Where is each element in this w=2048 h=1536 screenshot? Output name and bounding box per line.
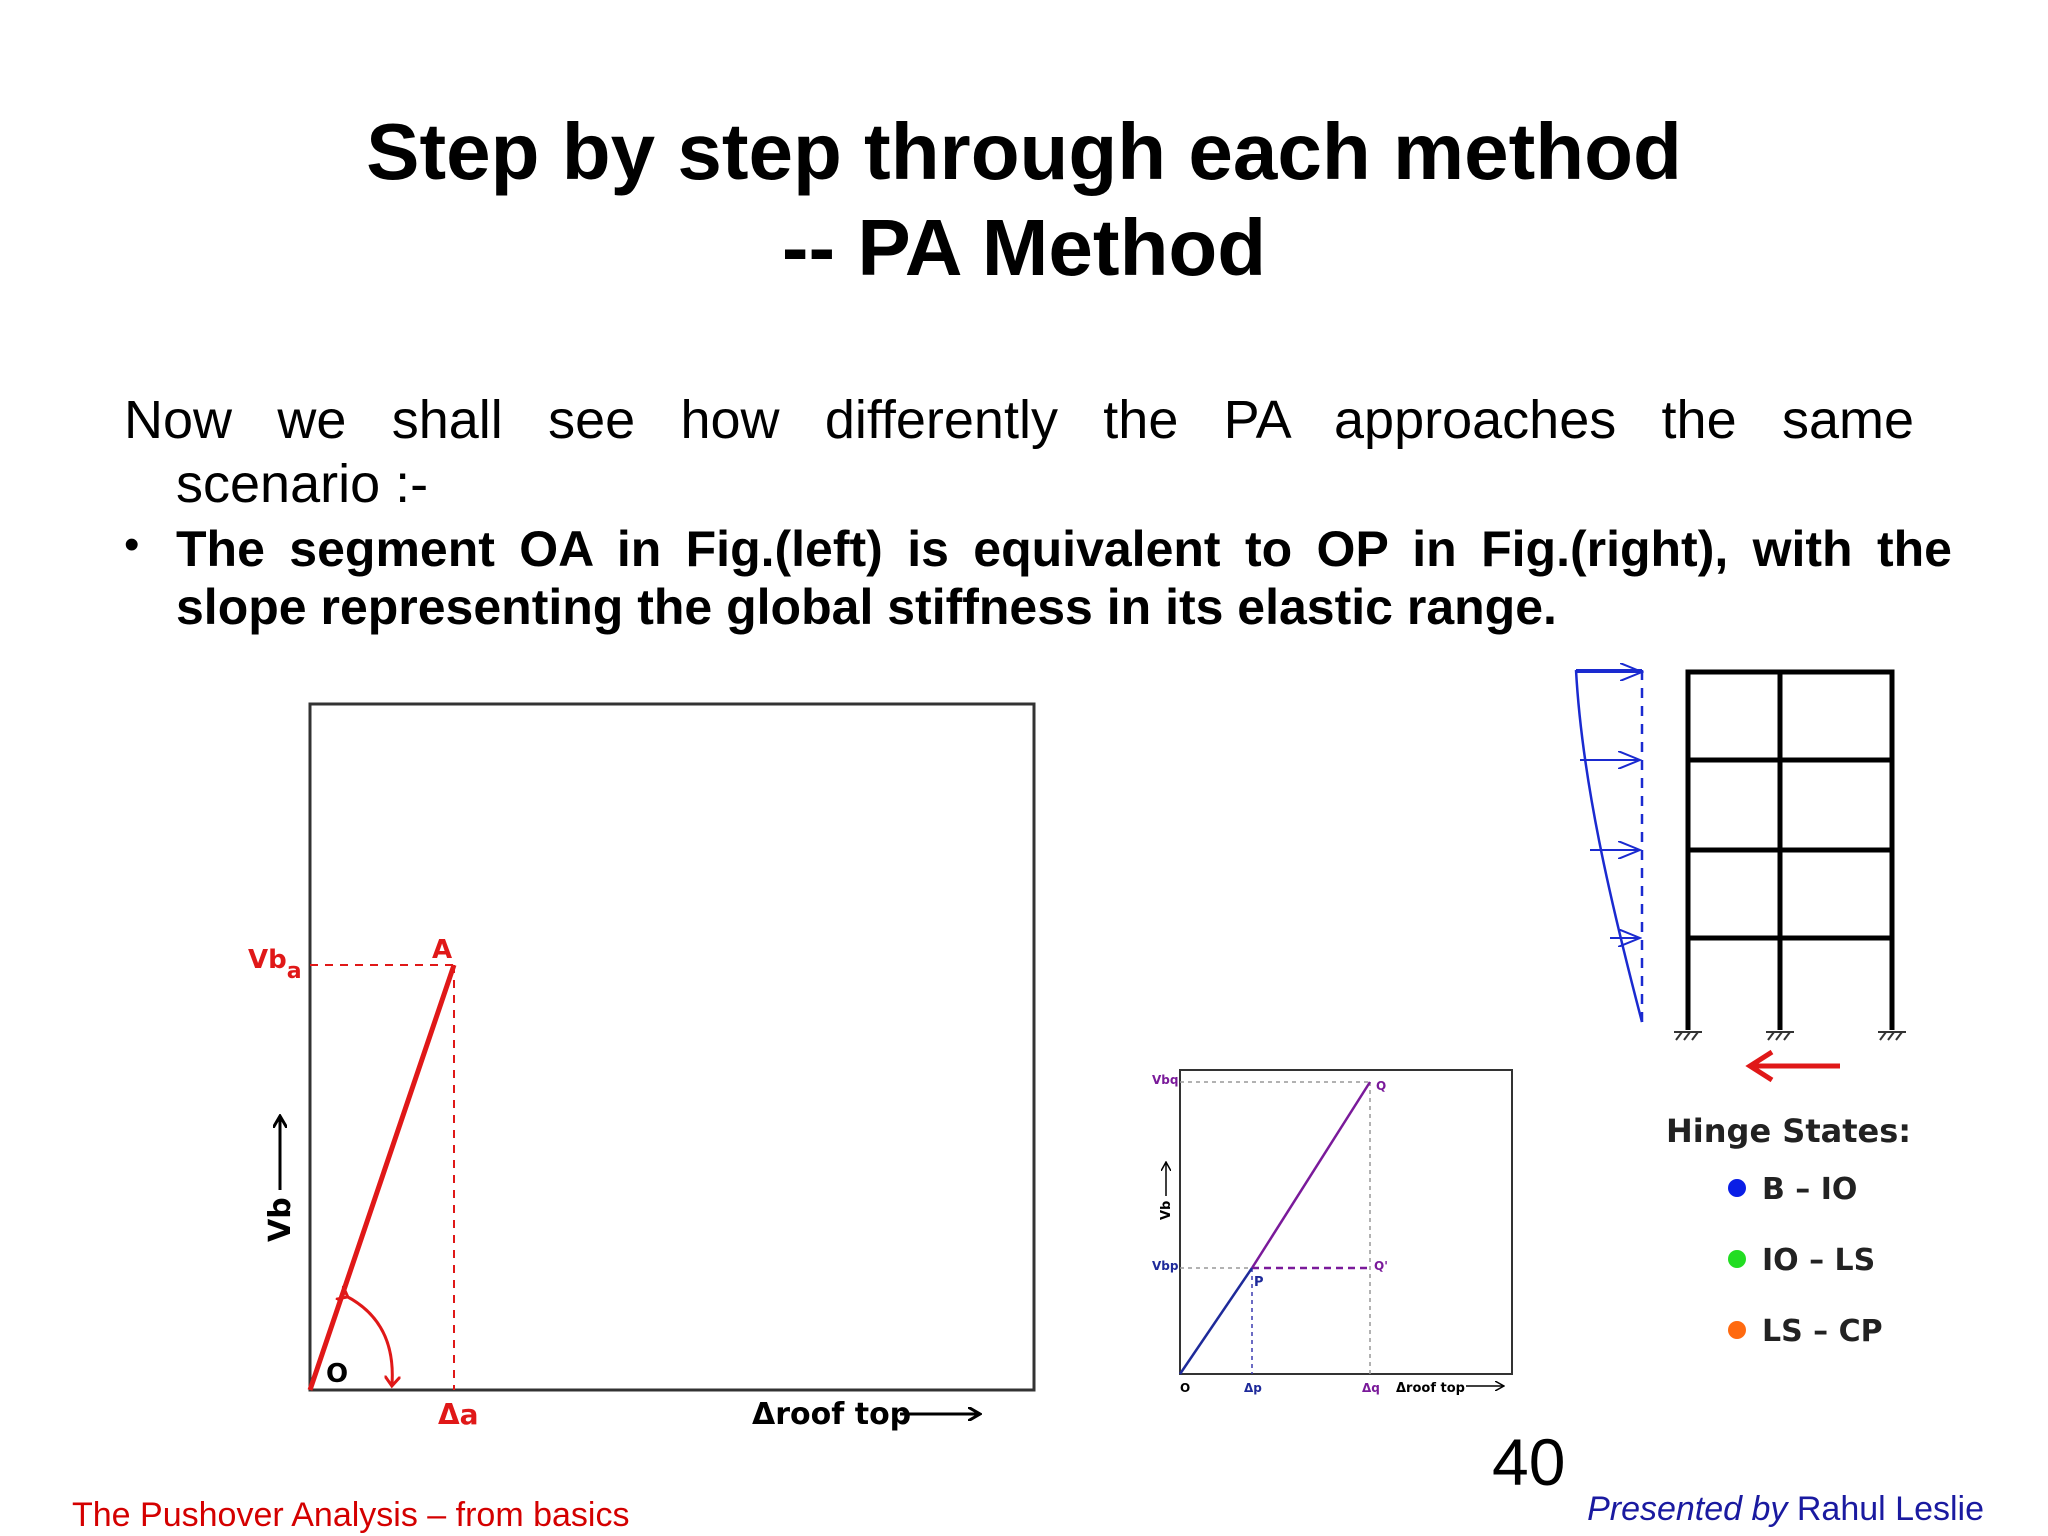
right-label-dp: Δp <box>1244 1381 1262 1395</box>
legend-label-ls-cp: LS – CP <box>1762 1314 1883 1349</box>
legend-title: Hinge States: <box>1666 1112 1912 1150</box>
load-distribution-curve <box>1576 670 1642 1022</box>
right-x-axis-label: Δroof top <box>1396 1381 1465 1396</box>
left-plot-frame <box>310 704 1034 1390</box>
right-label-Q: Q <box>1376 1079 1387 1093</box>
page-number: 40 <box>1492 1425 1566 1499</box>
right-label-dq: Δq <box>1362 1381 1380 1395</box>
right-label-O: O <box>1180 1381 1191 1395</box>
left-figure <box>248 704 1034 1432</box>
right-y-axis-label: Vb <box>1159 1200 1174 1220</box>
left-x-axis-label: Δroof top <box>752 1397 912 1432</box>
footer-course-title: The Pushover Analysis – from basics <box>72 1496 630 1534</box>
legend-dot-io-ls <box>1728 1250 1746 1268</box>
intro-line-1: Now we shall see how differently the PA approaches the same <box>124 390 1914 450</box>
right-label-P: P <box>1254 1275 1264 1290</box>
bullet-dot: • <box>124 520 140 569</box>
frame-supports <box>1674 1032 1906 1040</box>
legend-dot-ls-cp <box>1728 1321 1746 1339</box>
left-label-vba: $Vb_a$ <box>248 945 302 984</box>
title-line-2: -- PA Method <box>781 203 1267 292</box>
hinge-legend <box>1666 1112 1911 1349</box>
intro-line-2: scenario :- <box>176 454 429 514</box>
left-label-delta-a: Δa <box>438 1398 479 1431</box>
left-y-axis-label: Vb <box>263 1197 298 1242</box>
right-label-vbq: Vbq <box>1152 1073 1179 1087</box>
bullet-text: The segment OA in Fig.(left) is equivalent to OP in Fig.(right), with the slope representing the global stiffness in its elastic range. <box>176 521 1952 635</box>
legend-label-io-ls: IO – LS <box>1762 1243 1876 1278</box>
right-plot-frame <box>1180 1070 1512 1374</box>
footer-presenter <box>1587 1490 1984 1529</box>
frame-outline <box>1688 672 1892 938</box>
building-frame <box>1576 670 1906 1080</box>
title-line-1: Step by step through each method <box>366 107 1682 196</box>
left-label-A: A <box>432 935 453 965</box>
legend-dot-b-io <box>1728 1179 1746 1197</box>
left-label-O: O <box>326 1359 349 1389</box>
legend-label-b-io: B – IO <box>1762 1172 1858 1207</box>
right-label-vbp: Vbp <box>1152 1259 1179 1273</box>
right-label-Qprime: Q' <box>1374 1259 1388 1273</box>
footer-presented-by: Presented by <box>1587 1490 1788 1528</box>
footer-author: Rahul Leslie <box>1796 1490 1984 1528</box>
right-figure <box>1152 1070 1512 1396</box>
